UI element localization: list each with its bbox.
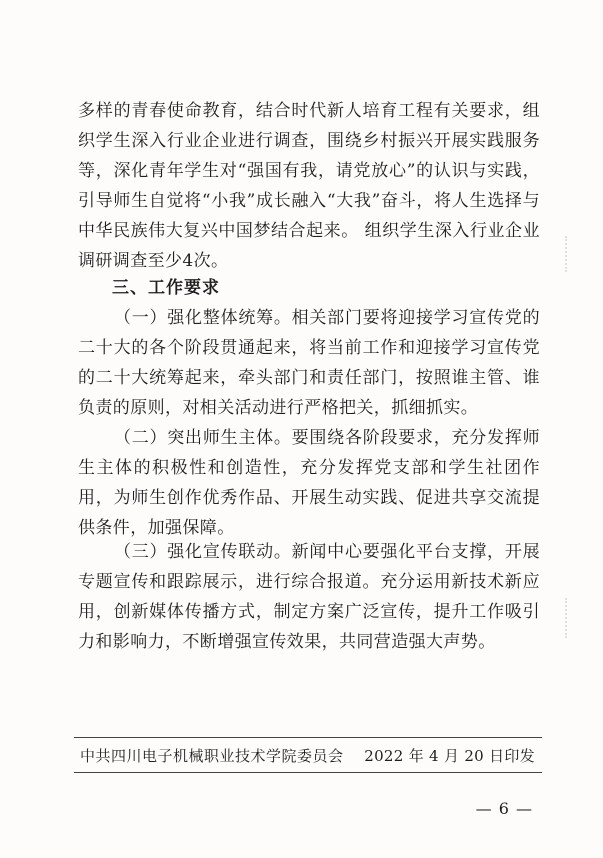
footer-top-rule — [74, 737, 542, 738]
body-paragraph: （三）强化宣传联动。新闻中心要强化平台支撑，开展专题宣传和跟踪展示，进行综合报道。充分运用新技术新应用，创新媒体传播方式，制定方案广泛宣传，提升工作吸引力和影响力，不断增强宣传效果，共同营造强大声势。 — [78, 542, 540, 652]
show-through-mark — [565, 236, 577, 272]
footer-bottom-rule — [74, 772, 542, 773]
show-through-mark — [565, 598, 577, 638]
body-paragraph: （一）强化整体统筹。相关部门要将迎接学习宣传党的二十大的各个阶段贯通起来，将当前工作和迎接学习宣传党的二十大统筹起来，牵头部门和责任部门，按照谁主管、谁负责的原则，对相关活动进行严格把关，抓细抓实。 — [78, 308, 540, 418]
issue-date: 2022 年 4 月 20 日印发 — [364, 747, 535, 765]
issuing-organization: 中共四川电子机械职业技术学院委员会 — [80, 747, 344, 765]
section-heading: 三、工作要求 — [112, 278, 220, 298]
body-paragraph: （二）突出师生主体。要围绕各阶段要求，充分发挥师生主体的积极性和创造性，充分发挥党支部和学生社团作用，为师生创作优秀作品、开展生动实践、促进共享交流提供条件，加强保障。 — [78, 428, 540, 538]
page-number: — 6 — — [475, 799, 533, 818]
body-paragraph: 多样的青春使命教育，结合时代新人培育工程有关要求，组织学生深入行业企业进行调查，围绕乡村振兴开展实践服务等，深化青年学生对“强国有我，请党放心”的认识与实践，引导师生自觉将“小我”成长融入“大我”奋斗，将人生选择与中华民族伟大复兴中国梦结合起来。 组织学生深入行业企业调研调查至少4次。 — [78, 101, 540, 271]
